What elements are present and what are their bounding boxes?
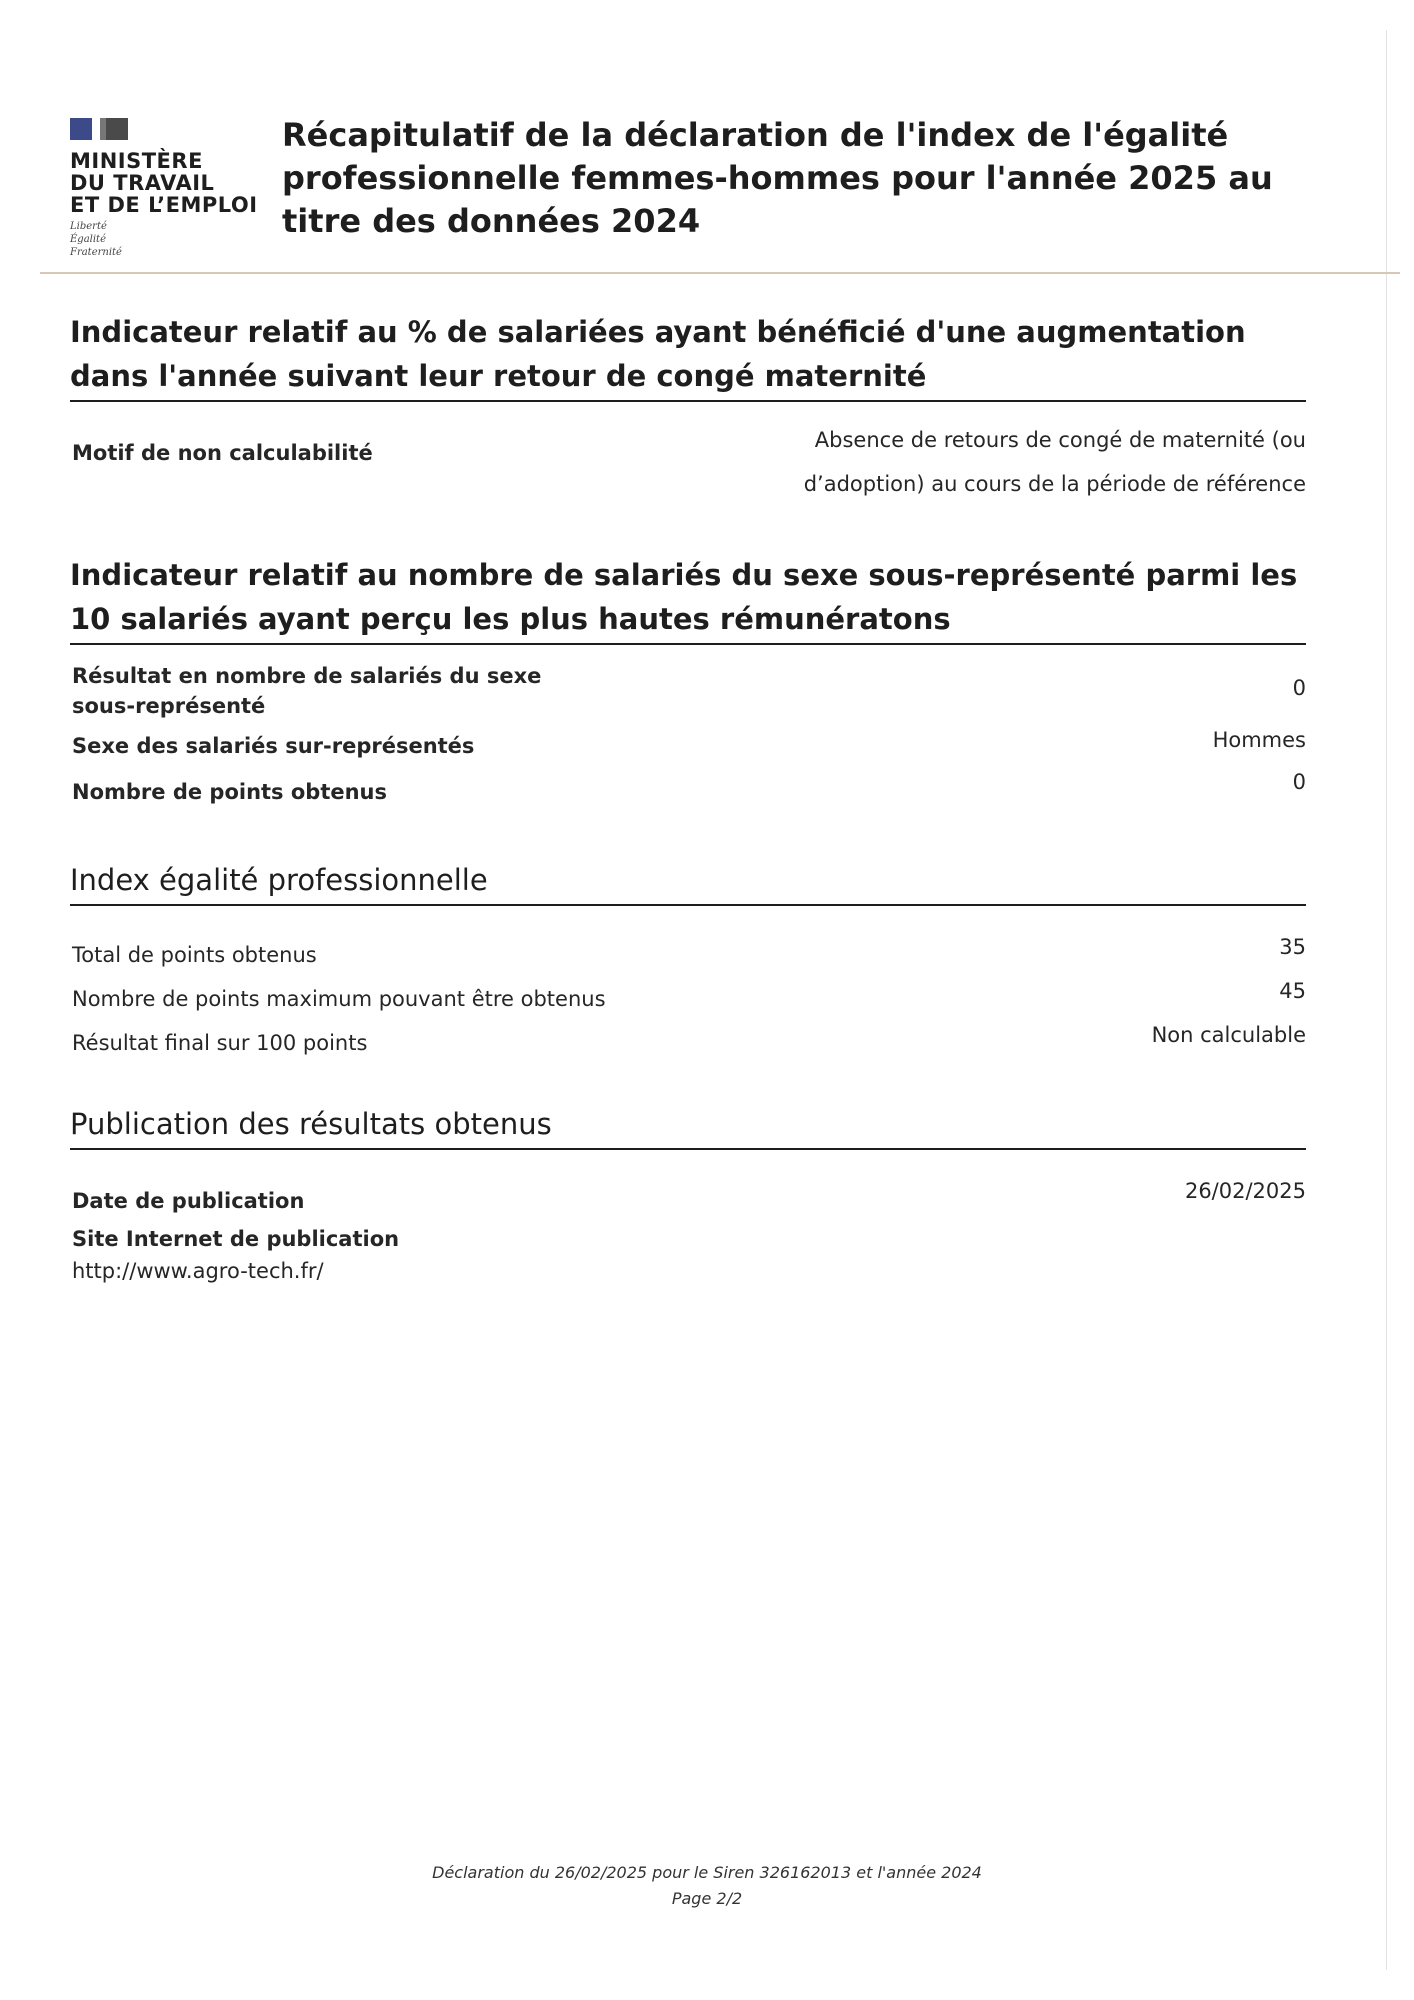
row-label: Total de points obtenus	[72, 943, 317, 967]
header-divider	[40, 272, 1400, 274]
ministry-name: MINISTÈRE DU TRAVAIL ET DE L’EMPLOI	[70, 149, 258, 217]
section-maternity	[70, 310, 1306, 496]
section-top10	[70, 553, 1306, 804]
section-title: Indicateur relatif au nombre de salariés du sexe sous-représenté parmi les 10 salariés ayant perçu les plus hautes rémunératons	[70, 553, 1306, 645]
section-title: Indicateur relatif au % de salariées ayant bénéficié d'une augmentation dans l'année suivant leur retour de congé maternité	[70, 310, 1306, 402]
publication-url: http://www.agro-tech.fr/	[72, 1259, 324, 1283]
row-value: 0	[1292, 770, 1306, 794]
section-title: Publication des résultats obtenus	[70, 1102, 1306, 1150]
page-footer	[0, 1860, 1414, 1912]
section-publication	[70, 1102, 1306, 1283]
row-label: Site Internet de publication	[72, 1227, 400, 1251]
scan-edge-line	[1386, 30, 1387, 1970]
row-value: 45	[1279, 979, 1306, 1003]
document-title: Récapitulatif de la déclaration de l'index de l'égalité professionnelle femmes-hommes pour l'année 2025 au titre des données 2024	[282, 116, 1273, 240]
row-label: Sexe des salariés sur-représentés	[72, 734, 475, 758]
row-label: Résultat en nombre de salariés du sexe sous-représenté	[72, 664, 542, 718]
row-label: Nombre de points maximum pouvant être obtenus	[72, 987, 606, 1011]
row-label: Nombre de points obtenus	[72, 780, 388, 804]
footer-page-number: Page 2/2	[671, 1889, 743, 1908]
row-label: Motif de non calculabilité	[72, 441, 373, 465]
section-index	[70, 858, 1306, 1055]
row-value: Absence de retours de congé de maternité (ou d’adoption) au cours de la période de référence	[803, 428, 1306, 496]
footer-declaration: Déclaration du 26/02/2025 pour le Siren 326162013 et l'année 2024	[432, 1863, 982, 1882]
row-value: 26/02/2025	[1184, 1179, 1306, 1203]
section-title: Index égalité professionnelle	[70, 858, 1306, 906]
row-value: 0	[1292, 676, 1306, 700]
row-value: Non calculable	[1151, 1023, 1306, 1047]
row-label: Date de publication	[72, 1189, 305, 1213]
row-value: 35	[1279, 935, 1306, 959]
republic-motto: Liberté Égalité Fraternité	[70, 221, 122, 258]
ministry-logo	[70, 118, 270, 259]
row-value: Hommes	[1212, 728, 1306, 752]
row-label: Résultat final sur 100 points	[72, 1031, 368, 1055]
marianne-flag-icon	[70, 118, 270, 140]
